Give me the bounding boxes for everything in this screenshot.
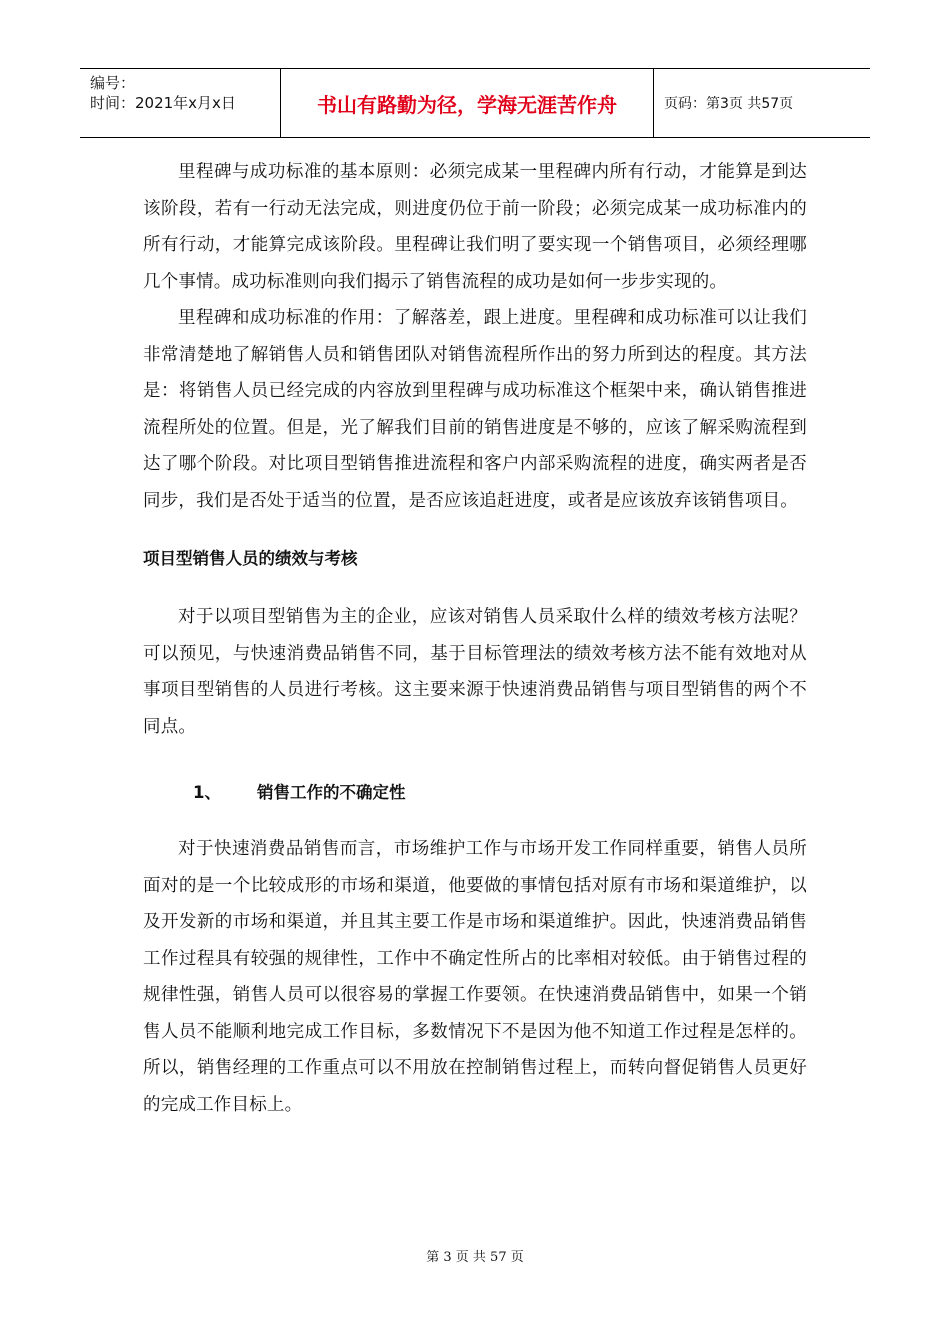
- header-page-info: 页码：第3页 共57页: [664, 96, 794, 112]
- paragraph-milestone-principle: 里程碑与成功标准的基本原则：必须完成某一里程碑内所有行动，才能算是到达该阶段，若有一行动无法完成，则进度仍位于前一阶段；必须完成某一成功标准内的所有行动，才能算完成该阶段。里程碑让我们明了要实现一个销售项目，必须经理哪几个事情。成功标准则向我们揭示了销售流程的成功是如何一步步实现的。: [143, 162, 807, 292]
- header-meta: [80, 69, 281, 137]
- subsection-title: 销售工作的不确定性: [256, 783, 406, 802]
- document-body: [143, 154, 807, 1123]
- page-header: [80, 68, 870, 138]
- paragraph-milestone-role: 里程碑和成功标准的作用：了解落差，跟上进度。里程碑和成功标准可以让我们非常清楚地了解销售人员和销售团队对销售流程所作出的努力所到达的程度。其方法是：将销售人员已经完成的内容放到里程碑与成功标准这个框架中来，确认销售推进流程所处的位置。但是，光了解我们目前的销售进度是不够的，应该了解采购流程到达了哪个阶段。对比项目型销售推进流程和客户内部采购流程的进度，确实两者是否同步，我们是否处于适当的位置，是否应该追赶进度，或者是应该放弃该销售项目。: [143, 308, 807, 511]
- subsection-number: 1、: [193, 783, 221, 802]
- number-label: 编号：: [90, 74, 136, 92]
- date-label: 时间：2021年x月x日: [90, 94, 236, 112]
- section-title: 项目型销售人员的绩效与考核: [143, 549, 358, 568]
- page-footer: 第 3 页 共 57 页: [426, 1250, 524, 1265]
- subsection-heading: [143, 779, 807, 803]
- header-motto: 书山有路勤为径，学海无涯苦作舟: [281, 69, 654, 137]
- subsection-paragraph: 对于快速消费品销售而言，市场维护工作与市场开发工作同样重要，销售人员所面对的是一个比较成形的市场和渠道，他要做的事情包括对原有市场和渠道维护，以及开发新的市场和渠道，并且其主要工作是市场和渠道维护。因此，快速消费品销售工作过程具有较强的规律性，工作中不确定性所占的比率相对较低。由于销售过程的规律性强，销售人员可以很容易的掌握工作要领。在快速消费品销售中，如果一个销售人员不能顺利地完成工作目标，多数情况下不是因为他不知道工作过程是怎样的。所以，销售经理的工作重点可以不用放在控制销售过程上，而转向督促销售人员更好的完成工作目标上。: [143, 839, 807, 1115]
- section-paragraph: 对于以项目型销售为主的企业，应该对销售人员采取什么样的绩效考核方法呢？可以预见，与快速消费品销售不同，基于目标管理法的绩效考核方法不能有效地对从事项目型销售的人员进行考核。这主要来源于快速消费品销售与项目型销售的两个不同点。: [143, 607, 807, 737]
